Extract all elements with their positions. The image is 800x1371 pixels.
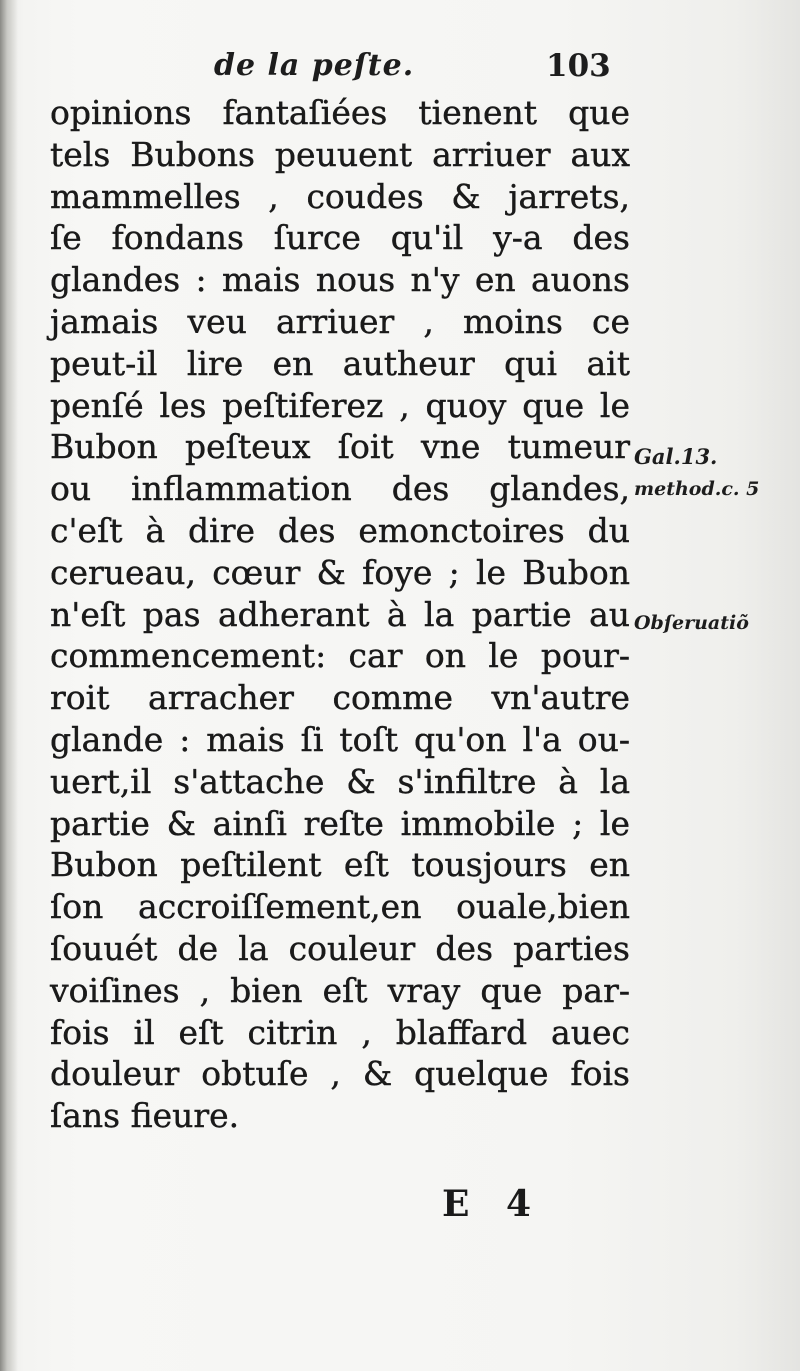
text-line: opinions fantaſiées tienent que bbox=[50, 93, 630, 132]
text-line: glandes : mais nous n'y en auons bbox=[50, 260, 630, 300]
text-line: voiſines , bien eſt vray que par- bbox=[50, 970, 630, 1010]
text-line: glande : mais ſi toſt qu'on l'a ou- bbox=[50, 719, 630, 759]
text-line: ou inflammation des glandes, bbox=[50, 469, 630, 509]
text-line: ſe fondans ſurce qu'il y-a des bbox=[50, 218, 630, 258]
margin-note-galen-reference: Gal.13. bbox=[634, 444, 718, 469]
text-line: peut-il lire en autheur qui ait bbox=[50, 343, 630, 383]
text-line: ſouuét de la couleur des parties bbox=[50, 928, 630, 968]
margin-note-observation: Obſeruatiõ bbox=[634, 612, 749, 634]
text-line: jamais veu arriuer , moins ce bbox=[50, 301, 630, 341]
text-line: mammelles , coudes & jarrets, bbox=[50, 176, 630, 216]
text-line: n'eſt pas adherant à la partie au bbox=[50, 594, 630, 634]
text-line: commencement: car on le pour- bbox=[50, 636, 630, 676]
margin-note-method-reference: method.c. 5 bbox=[634, 478, 760, 500]
text-line-final: ſans fieure. bbox=[50, 1096, 240, 1136]
text-line: roit arracher comme vn'autre bbox=[50, 678, 630, 718]
text-line: Bubon peſtilent eſt tousjours en bbox=[50, 845, 630, 885]
signature-mark: E 4 bbox=[442, 1183, 544, 1225]
text-line: cerueau, cœur & foye ; le Bubon bbox=[50, 552, 630, 592]
text-line: Bubon peſteux ſoit vne tumeur bbox=[50, 427, 630, 467]
text-line: fois il eſt citrin , blaffard auec bbox=[50, 1012, 630, 1052]
running-head: de la peſte. bbox=[214, 48, 415, 83]
text-line: ſon accroiſſement,en ouale,bien bbox=[50, 887, 630, 927]
text-line: uert,il s'attache & s'infiltre à la bbox=[50, 761, 630, 801]
text-line: partie & ainſi reſte immobile ; le bbox=[50, 803, 630, 843]
text-line: tels Bubons peuuent arriuer aux bbox=[50, 134, 630, 174]
page-gutter-shadow bbox=[0, 0, 18, 1371]
page-number: 103 bbox=[546, 48, 611, 84]
text-line: penſé les peſtiferez , quoy que le bbox=[50, 385, 630, 425]
text-line: douleur obtuſe , & quelque fois bbox=[50, 1054, 630, 1094]
body-text bbox=[50, 92, 630, 1137]
text-line: c'eſt à dire des emonctoires du bbox=[50, 510, 630, 550]
